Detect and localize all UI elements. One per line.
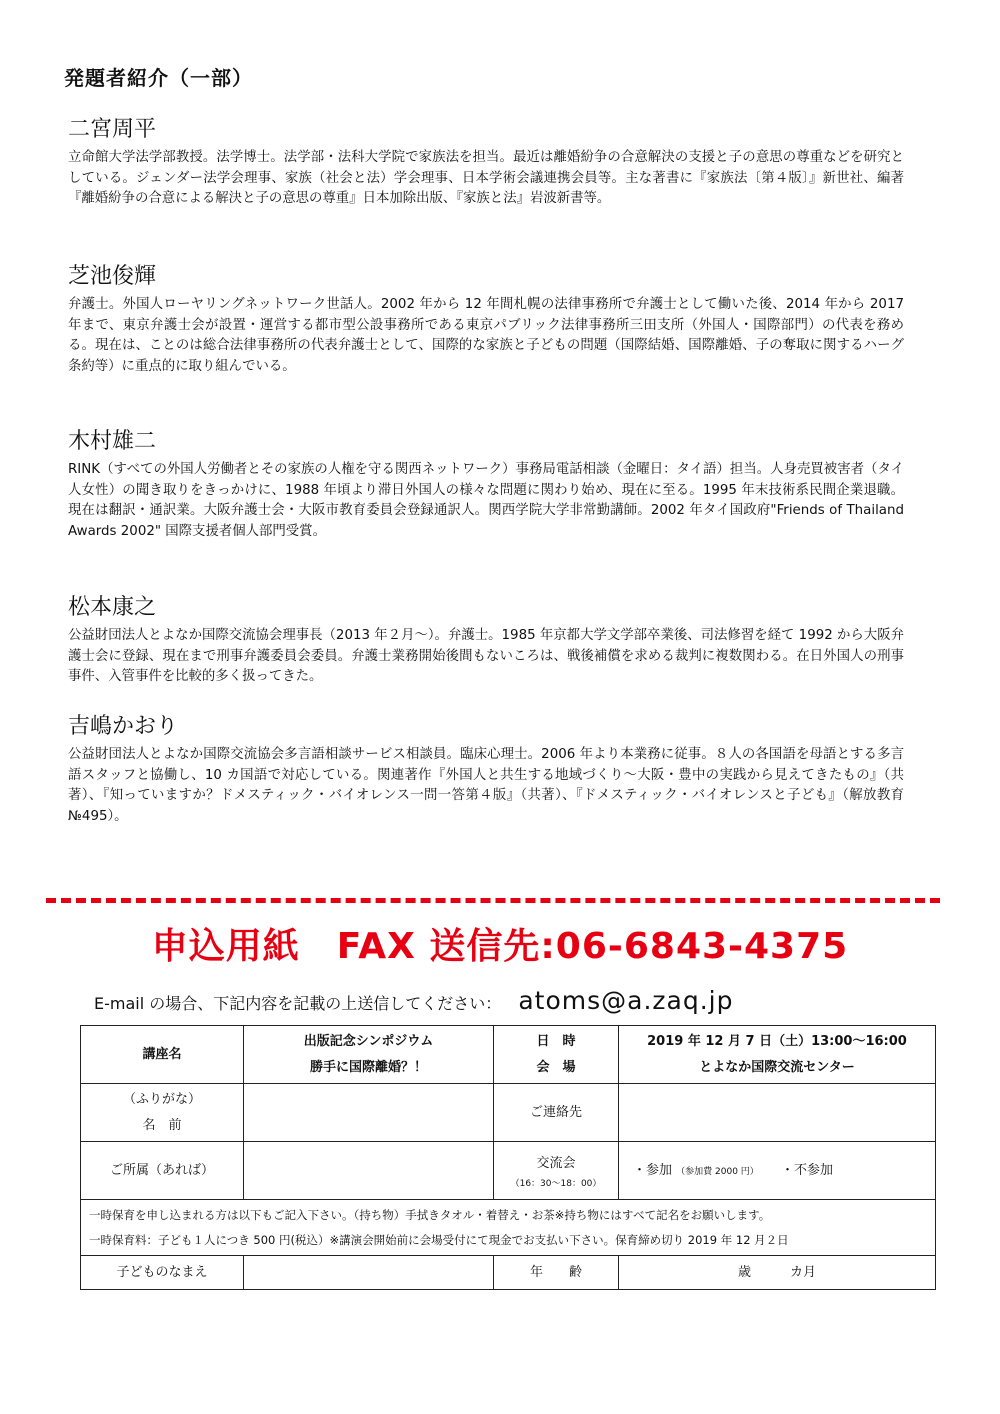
course-label: 講座名 bbox=[81, 1026, 244, 1084]
absent-option[interactable]: ・不参加 bbox=[780, 1162, 833, 1178]
email-prompt: E-mail の場合、下記内容を記載の上送信してください： bbox=[94, 994, 502, 1013]
name-input[interactable] bbox=[244, 1084, 494, 1142]
contact-label: ご連絡先 bbox=[494, 1084, 619, 1142]
email-address[interactable]: atoms@a.zaq.jp bbox=[518, 986, 734, 1015]
application-form-table bbox=[80, 1025, 936, 1290]
childcare-notes bbox=[81, 1200, 936, 1256]
party-label: 交流会 bbox=[536, 1155, 576, 1171]
party-time: （16：30～18：00） bbox=[510, 1178, 602, 1189]
attend-fee: （参加費 2000 円） bbox=[676, 1166, 759, 1177]
childcare-note-2: 一時保育料：子ども１人につき 500 円(税込）※講演会開始前に会場受付にて現金でお支払い下さい。保育締め切り 2019 年 12 月２日 bbox=[89, 1232, 789, 1247]
presenter-matsumoto bbox=[68, 594, 904, 688]
childcare-note-1: 一時保育を申し込まれる方は以下もご記入下さい。（持ち物）手拭きタオル・着替え・お茶※持ち物にはすべて記名をお願いします。 bbox=[89, 1207, 771, 1222]
fax-heading: 申込用紙 FAX 送信先:06-6843-4375 bbox=[151, 926, 849, 967]
age-label: 年 齢 bbox=[494, 1256, 619, 1290]
presenter-bio: RINK（すべての外国人労働者とその家族の人権を守る関西ネットワーク）事務局電話相談（金曜日：タイ語）担当。人身売買被害者（タイ人女性）の聞き取りをきっかけに、1988 年頃より滞日外国人の様々な問題に関わり始め、現在に至る。1995 年末技術系民間企業退職。現在は翻訳・通訳業。大阪弁護士会・大阪市教育委員会登録通訳人。関西学院大学非常勤講師。2002 年タイ国政府"Friends of Thailand Awards 2002" 国際支援者個人部門受賞。 bbox=[68, 462, 904, 539]
attend-option[interactable]: ・参加 bbox=[633, 1162, 673, 1178]
datetime-value: 2019 年 12 月 7 日（土）13:00～16:00 bbox=[647, 1033, 907, 1049]
presenter-shibaike bbox=[68, 263, 904, 377]
furigana-label: （ふりがな） bbox=[122, 1091, 201, 1107]
party-options bbox=[619, 1142, 936, 1200]
presenter-bio: 公益財団法人とよなか国際交流協会多言語相談サービス相談員。臨床心理士。2006 年より本業務に従事。８人の各国語を母語とする多言語スタッフと協働し、10 カ国語で対応している。関連著作『外国人と共生する地域づくり～大阪・豊中の実践から見えてきたもの』（共著）、『知っていますか？ドメスティック・バイオレンス一問一答第４版』（共著）、『ドメスティック・バイオレンスと子ども』（解放教育№495）。 bbox=[68, 747, 904, 824]
venue-label: 会 場 bbox=[536, 1059, 576, 1075]
age-value[interactable]: 歳 カ月 bbox=[619, 1256, 936, 1290]
presenter-name: 吉嶋かおり bbox=[68, 714, 179, 739]
email-instruction bbox=[94, 984, 954, 1021]
child-name-label: 子どものなまえ bbox=[81, 1256, 244, 1290]
datetime-label: 日 時 bbox=[536, 1033, 576, 1049]
presenter-bio: 立命館大学法学部教授。法学博士。法学部・法科大学院で家族法を担当。最近は離婚紛争の合意解決の支援と子の意思の尊重などを研究としている。ジェンダー法学会理事、家族（社会と法）学会理事、日本学術会議連携会員等。主な著書に『家族法〔第４版〕』新世社、編著『離婚紛争の合意による解決と子の意思の尊重』日本加除出版、『家族と法』岩波新書等。 bbox=[68, 150, 904, 206]
presenter-name: 芝池俊輝 bbox=[68, 264, 157, 289]
course-line-2: 勝手に国際離婚？！ bbox=[309, 1059, 427, 1075]
datetime-venue-value bbox=[619, 1026, 936, 1084]
presenter-name: 松本康之 bbox=[68, 595, 157, 620]
course-value bbox=[244, 1026, 494, 1084]
affiliation-input[interactable] bbox=[244, 1142, 494, 1200]
affiliation-label: ご所属（あれば） bbox=[81, 1142, 244, 1200]
presenter-yoshijima bbox=[68, 713, 904, 827]
section-title: 発題者紹介（一部） bbox=[64, 66, 253, 90]
presenter-bio: 公益財団法人とよなか国際交流協会理事長（2013 年２月～）。弁護士。1985 年京都大学文学部卒業後、司法修習を経て 1992 から大阪弁護士会に登録、現在まで刑事弁護委員会委員。弁護士業務開始後間もないころは、戦後補償を求める裁判に複数関わる。在日外国人の刑事事件、入管事件を比較的多く扱ってきた。 bbox=[68, 628, 904, 684]
datetime-venue-label bbox=[494, 1026, 619, 1084]
presenter-kimura bbox=[68, 428, 904, 542]
child-name-input[interactable] bbox=[244, 1256, 494, 1290]
course-line-1: 出版記念シンポジウム bbox=[303, 1033, 434, 1049]
presenter-name: 二宮周平 bbox=[68, 117, 157, 142]
name-label: 名 前 bbox=[142, 1117, 182, 1133]
presenter-ninomiya bbox=[68, 116, 904, 210]
contact-input[interactable] bbox=[619, 1084, 936, 1142]
presenter-bio: 弁護士。外国人ローヤリングネットワーク世話人。2002 年から 12 年間札幌の法律事務所で弁護士として働いた後、2014 年から 2017 年まで、東京弁護士会が設置・運営する都市型公設事務所である東京パブリック法律事務所三田支所（外国人・国際部門）の代表を務める。現在は、ことのは総合法律事務所の代表弁護士として、国際的な家族と子どもの問題（国際結婚、国際離婚、子の奪取に関するハーグ条約等）に重点的に取り組んでいる。 bbox=[68, 297, 904, 374]
party-label-cell bbox=[494, 1142, 619, 1200]
presenter-name: 木村雄二 bbox=[68, 429, 157, 454]
cut-line-divider bbox=[46, 898, 940, 903]
name-label-cell bbox=[81, 1084, 244, 1142]
venue-value: とよなか国際交流センター bbox=[699, 1059, 855, 1075]
